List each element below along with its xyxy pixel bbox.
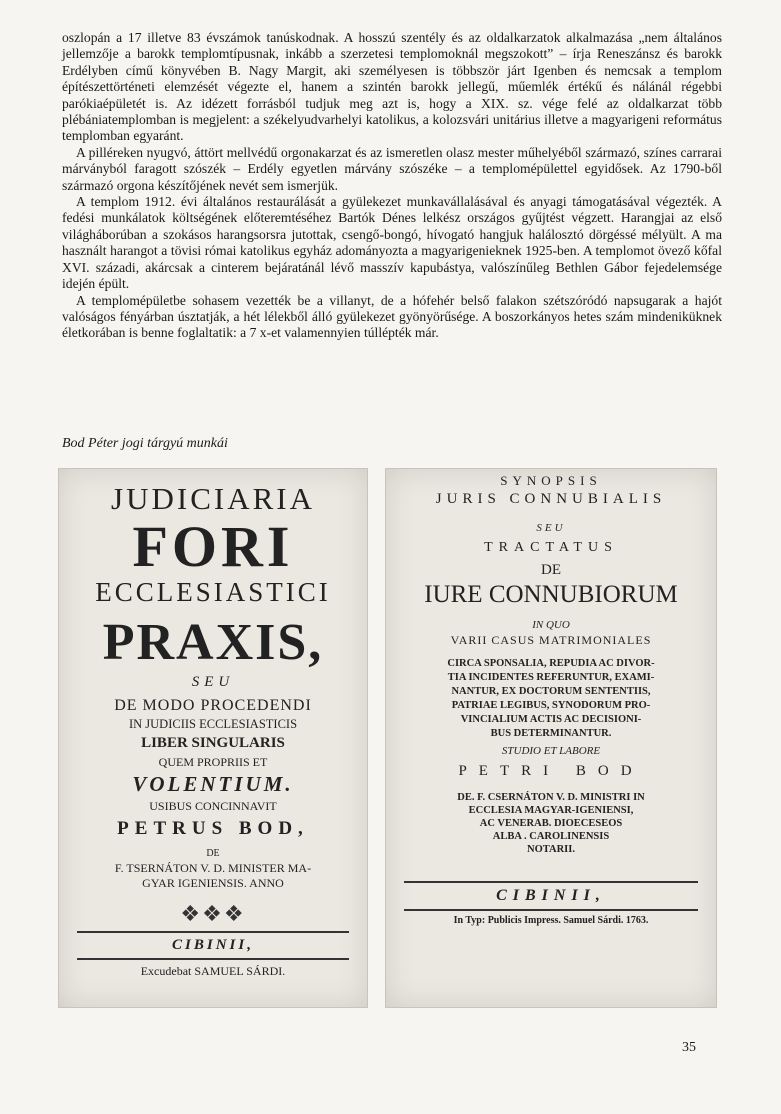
title-line: F. TSERNÁTON V. D. MINISTER MA-	[114, 861, 312, 875]
title-line: VINCIALIUM ACTIS AC DECISIONI-	[460, 714, 642, 725]
title-line: PETRUS BOD,	[117, 818, 309, 839]
title-line: PATRIAE LEGIBUS, SYNODORUM PRO-	[451, 700, 651, 711]
title-line: CIBINII,	[172, 937, 254, 953]
title-line: IN JUDICIIS ECCLESIASTICIS	[128, 717, 298, 731]
title-line: IURE CONNUBIORUM	[424, 581, 678, 608]
title-line: JURIS CONNUBIALIS	[435, 491, 667, 507]
title-line: USIBUS CONCINNAVIT	[149, 799, 277, 813]
body-text	[62, 30, 722, 342]
divider	[77, 958, 349, 960]
title-line: AC VENERAB. DIOECESEOS	[479, 818, 623, 829]
title-line: VARII CASUS MATRIMONIALES	[450, 633, 652, 647]
title-line: DE	[206, 848, 220, 859]
title-line: PRAXIS,	[102, 614, 324, 671]
title-line: STUDIO ET LABORE	[501, 745, 601, 757]
title-line: DE. F. CSERNÁTON V. D. MINISTRI IN	[457, 792, 645, 803]
divider	[77, 931, 349, 933]
title-line: TRACTATUS	[484, 540, 618, 555]
title-line: Excudebat SAMUEL SÁRDI.	[140, 964, 286, 978]
title-line: JUDICIARIA	[111, 481, 315, 516]
title-line: ECCLESIA MAGYAR-IGENIENSI,	[468, 805, 634, 816]
title-line: QUEM PROPRIIS ET	[158, 755, 268, 769]
figure-caption: Bod Péter jogi tárgyú munkái	[62, 436, 228, 451]
title-line: PETRI BOD	[458, 763, 644, 779]
ornament-icon: ❖❖❖	[180, 901, 246, 926]
title-line: FORI	[132, 514, 294, 579]
title-line: SEU	[191, 674, 235, 690]
page-number: 35	[682, 1040, 696, 1055]
title-line: NOTARII.	[527, 844, 575, 855]
paragraph: oszlopán a 17 illetve 83 évszámok tanúskodnak. A hosszú szentély és az oldalkarzatok alkalmazása „nem általános jellemzője a barokk templomtípusnak, inkább a szerzetesi templomoknál megszokott” – írja Reneszánsz és barokk Erdélyben című könyvében B. Nagy Margit, aki személyesen is többször járt Igenben és nemcsak a templom építészettörténeti elemzését végezte el, hanem a szintén barokk jellegű, műemlék értékű és nálánál régebbi parókiaépületét is. Az idézett forrásból tudjuk meg azt is, hogy a XIX. sz. vége felé az oldalkarzat több plébániatemplomban is megjelent: a székelyudvarhelyi katolikus, a kolozsvári unitárius illetve a magyarigeni református templomban egyaránt.	[62, 30, 722, 144]
title-line: ALBA . CAROLINENSIS	[492, 831, 610, 842]
title-line: BUS DETERMINANTUR.	[490, 728, 612, 739]
title-line: SEU	[536, 522, 566, 534]
title-line: CIBINII,	[496, 887, 606, 904]
title-line: CIRCA SPONSALIA, REPUDIA AC DIVOR-	[447, 658, 655, 669]
title-line: VOLENTIUM.	[132, 772, 294, 796]
title-line: DE	[541, 562, 561, 578]
title-line: GYAR IGENIENSIS. ANNO	[142, 876, 284, 890]
title-page-image-left	[58, 468, 368, 1008]
title-line: IN QUO	[532, 619, 570, 631]
title-line: In Typ: Publicis Impress. Samuel Sárdi. 1763.	[453, 915, 649, 926]
paragraph: A templom 1912. évi általános restaurálását a gyülekezet munkavállalásával és anyagi támogatásával végezték. A fedési munkálatok költségének előteremtéséhez Bartók Dénes lelkész országos gyűjtést végzett. Harangjai az első világháborúban a szokásos harangsorsra jutottak, csengő-bongó, hívogató hangjuk halálosztó dörgéssé mélyült. A ma használt harangot a tövisi római katolikus egyház adományozta a magyarigenieknek 1925-ben. A templomot övező kőfal XVI. századi, akárcsak a cinterem bejáratánál lévő masszív kapubástya, valószínűleg Bethlen Gábor fejedelemsége idején épült.	[62, 194, 722, 292]
title-page-image-right	[385, 468, 717, 1008]
title-line: ECCLESIASTICI	[95, 577, 331, 607]
title-line: NANTUR, EX DOCTORUM SENTENTIIS,	[451, 686, 651, 697]
paragraph: A pilléreken nyugvó, áttört mellvédű orgonakarzat és az ismeretlen olasz mester műhelyéből származó, színes carrarai márványból faragott szószék – Erdély egyetlen márvány szószéke – a templomépülettel egyidősek. Az 1790-ből származó orgona készítőjének nevét sem ismerjük.	[62, 144, 722, 193]
paragraph: A templomépületbe sohasem vezették be a villanyt, de a hófehér belső falakon szétszóródó napsugarak a hajót valóságos fényárban úsztatják, a hét lélekből álló gyülekezet gyönyörűsége. A boszorkányos hetes szám mindeniküknek életkorában is benne foglaltatik: a 7 x-et valamennyien túllépték már.	[62, 292, 722, 341]
title-line: DE MODO PROCEDENDI	[114, 697, 312, 714]
divider	[404, 881, 698, 883]
title-line: LIBER SINGULARIS	[141, 735, 285, 751]
title-line: TIA INCIDENTES REFERUNTUR, EXAMI-	[447, 672, 655, 683]
divider	[404, 909, 698, 911]
title-line: SYNOPSIS	[500, 473, 602, 488]
